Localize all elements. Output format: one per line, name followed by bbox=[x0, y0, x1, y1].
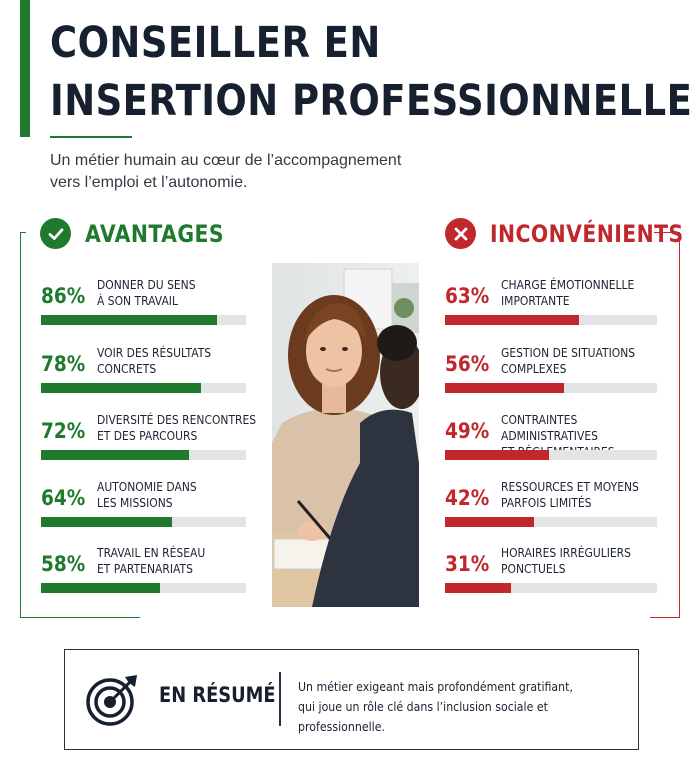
x-circle-icon bbox=[445, 218, 476, 249]
page-title-line1: CONSEILLER EN bbox=[50, 18, 381, 68]
stat-percent: 64% bbox=[41, 486, 86, 510]
disadvantages-item bbox=[445, 479, 655, 539]
summary-box bbox=[64, 649, 639, 750]
stat-percent: 42% bbox=[445, 486, 490, 510]
page-subtitle bbox=[50, 150, 470, 194]
summary-text bbox=[298, 677, 615, 737]
stat-label: DONNER DU SENS À SON TRAVAIL bbox=[97, 277, 196, 308]
stat-percent: 78% bbox=[41, 352, 86, 376]
stat-percent: 63% bbox=[445, 284, 490, 308]
progress-track bbox=[445, 383, 657, 393]
progress-fill bbox=[445, 583, 511, 593]
progress-fill bbox=[41, 517, 172, 527]
stat-label: CHARGE ÉMOTIONNELLE IMPORTANTE bbox=[501, 277, 635, 308]
stat-percent: 58% bbox=[41, 552, 86, 576]
title-divider bbox=[50, 136, 132, 138]
advantages-heading bbox=[40, 218, 249, 249]
summary-text-line2: qui joue un rôle clé dans l’inclusion sociale et professionnelle. bbox=[298, 699, 548, 734]
progress-track bbox=[41, 315, 246, 325]
summary-title: EN RÉSUMÉ bbox=[159, 683, 276, 707]
progress-track bbox=[445, 583, 657, 593]
stat-percent: 86% bbox=[41, 284, 86, 308]
progress-fill bbox=[41, 315, 217, 325]
title-accent-bar bbox=[20, 0, 30, 137]
advantages-heading-label: AVANTAGES bbox=[85, 219, 224, 248]
advantages-item bbox=[41, 545, 251, 605]
progress-fill bbox=[445, 315, 579, 325]
stat-label: DIVERSITÉ DES RENCONTRES ET DES PARCOURS bbox=[97, 412, 257, 443]
disadvantages-heading-label: INCONVÉNIENTS bbox=[490, 219, 684, 248]
advantages-item bbox=[41, 345, 251, 405]
summary-divider bbox=[279, 672, 281, 726]
progress-track bbox=[41, 583, 246, 593]
stat-percent: 31% bbox=[445, 552, 490, 576]
disadvantages-item bbox=[445, 277, 655, 337]
check-circle-icon bbox=[40, 218, 71, 249]
counselor-photo bbox=[272, 263, 419, 607]
stat-label: AUTONOMIE DANS LES MISSIONS bbox=[97, 479, 197, 510]
disadvantages-heading bbox=[445, 218, 700, 249]
progress-fill bbox=[445, 383, 564, 393]
stat-label: RESSOURCES ET MOYENS PARFOIS LIMITÉS bbox=[501, 479, 639, 510]
stat-label: HORAIRES IRRÉGULIERS PONCTUELS bbox=[501, 545, 631, 576]
progress-track bbox=[445, 315, 657, 325]
advantages-item bbox=[41, 277, 251, 337]
advantages-item bbox=[41, 412, 257, 472]
disadvantages-item bbox=[445, 412, 655, 472]
stat-label: TRAVAIL EN RÉSEAU ET PARTENARIATS bbox=[97, 545, 206, 576]
progress-track bbox=[41, 517, 246, 527]
stat-label: VOIR DES RÉSULTATS CONCRETS bbox=[97, 345, 212, 376]
stat-label: CONTRAINTES ADMINISTRATIVES bbox=[501, 412, 598, 443]
advantages-item bbox=[41, 479, 251, 539]
target-icon bbox=[85, 673, 139, 727]
summary-text-line1: Un métier exigeant mais profondément gratifiant, bbox=[298, 679, 573, 694]
progress-fill bbox=[41, 450, 189, 460]
subtitle-line2: vers l’emploi et l’autonomie. bbox=[50, 174, 248, 191]
stat-percent: 72% bbox=[41, 419, 86, 443]
page-title-line2: INSERTION PROFESSIONNELLE bbox=[50, 76, 693, 126]
progress-fill bbox=[41, 383, 201, 393]
progress-track bbox=[41, 450, 246, 460]
page-title bbox=[50, 14, 693, 130]
progress-track bbox=[445, 517, 657, 527]
stat-label: GESTION DE SITUATIONS COMPLEXES bbox=[501, 345, 636, 376]
progress-fill bbox=[41, 583, 160, 593]
progress-track bbox=[41, 383, 246, 393]
progress-track bbox=[445, 450, 657, 460]
stat-percent: 49% bbox=[445, 419, 490, 443]
disadvantages-item bbox=[445, 545, 655, 605]
subtitle-line1: Un métier humain au cœur de l’accompagnement bbox=[50, 152, 402, 169]
stat-percent: 56% bbox=[445, 352, 490, 376]
disadvantages-item bbox=[445, 345, 655, 405]
progress-fill bbox=[445, 450, 549, 460]
progress-fill bbox=[445, 517, 534, 527]
